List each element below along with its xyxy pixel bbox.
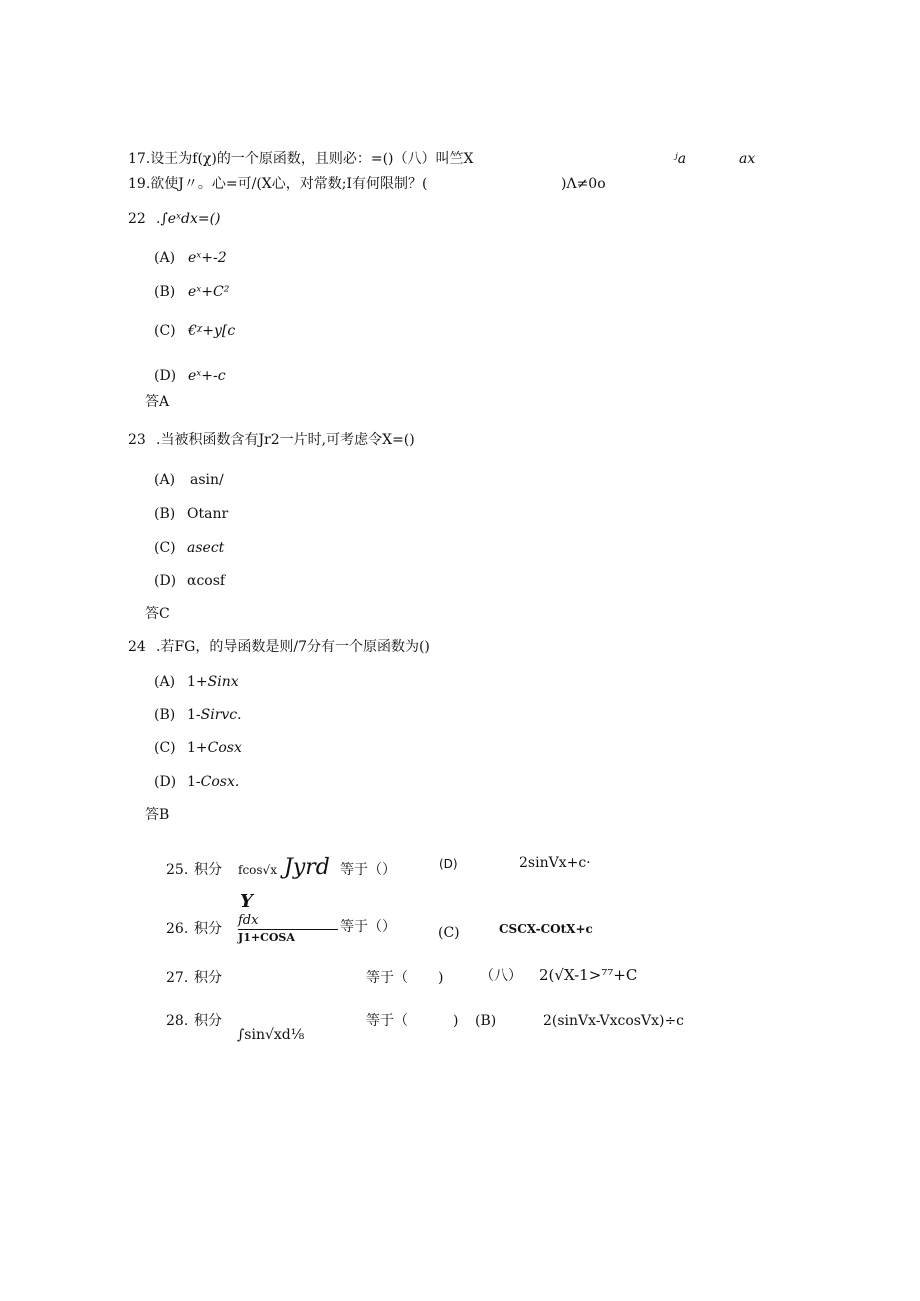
q23-stem: .当被积函数含有Jr2一片时,可考虑令X=() — [156, 432, 415, 448]
q25-equals: 等于（） — [340, 862, 396, 878]
q27-equals: 等于（ — [366, 970, 408, 986]
q27-number: 27. — [166, 970, 189, 986]
q23-option-d-text: αcosf — [187, 573, 226, 589]
q24-option-c-text: 1+Cosx — [187, 740, 242, 756]
q22-option-a-text: eˣ+-2 — [188, 250, 227, 266]
q25-answer: 2sinVx+c· — [519, 855, 591, 871]
q24-option-b-label: (B) — [154, 707, 176, 723]
q23-option-b-text: Otanr — [187, 506, 229, 522]
q23-option-c-label: (C) — [154, 540, 176, 556]
q22-number: 22 — [128, 211, 146, 227]
q22-stem: .∫eˣdx=() — [156, 211, 221, 227]
q23-option-a-label: (A) — [154, 472, 176, 488]
q23-option-c-text: asect — [187, 540, 225, 556]
q27-answer: 2(√X-1>⁷⁷+C — [539, 966, 638, 984]
q28-close-paren: ) — [453, 1013, 459, 1029]
q22-option-d-text: eˣ+-c — [188, 368, 226, 384]
q22-option-c-text: €ᵡ+y[c — [188, 323, 236, 339]
q23-option-a-text: asin∕ — [190, 472, 224, 488]
q24-option-c-label: (C) — [154, 740, 176, 756]
q26-label: 积分 — [194, 921, 222, 937]
q25-expr: fcos√x — [238, 863, 277, 877]
q26-answer: CSCX-COtX+c — [499, 922, 593, 936]
q24-option-d-text: 1-Cosx. — [187, 774, 240, 790]
q26-choice: (C) — [438, 925, 460, 941]
q19-right: )Λ≠0o — [561, 176, 606, 192]
q22-answer: 答A — [145, 394, 170, 410]
q28-answer: 2(sinVx-VxcosVx)÷c — [543, 1013, 685, 1029]
q25-number: 25. — [166, 862, 189, 878]
q23-option-b-label: (B) — [154, 506, 176, 522]
q25-label: 积分 — [194, 862, 222, 878]
q28-label: 积分 — [194, 1013, 222, 1029]
q26-denominator: J1+COSA — [238, 931, 295, 944]
q22-option-d-label: (D) — [154, 368, 177, 384]
q24-option-a-text: 1+Sinx — [187, 674, 239, 690]
q22-option-c-label: (C) — [154, 323, 176, 339]
q24-option-a-label: (A) — [154, 674, 176, 690]
q24-option-b-text: 1-Sirvc. — [187, 707, 242, 723]
q26-mark: Y — [240, 891, 253, 912]
q24-option-d-label: (D) — [154, 774, 177, 790]
q28-number: 28. — [166, 1013, 189, 1029]
q26-fraction-line — [238, 929, 338, 930]
q23-number: 23 — [128, 432, 146, 448]
q25-choice: (D) — [439, 857, 458, 871]
q23-answer: 答C — [145, 606, 170, 622]
q24-answer: 答B — [145, 807, 170, 823]
q26-number: 26. — [166, 921, 189, 937]
q22-option-b-text: eˣ+C² — [188, 284, 230, 300]
q23-option-d-label: (D) — [154, 573, 177, 589]
q17-right-ax: ax — [739, 151, 756, 167]
q27-close-paren: ) — [438, 970, 444, 986]
q22-option-b-label: (B) — [154, 284, 176, 300]
q28-expr: ∫sin√xd⅛ — [237, 1027, 305, 1043]
q24-stem: .若FG，的导函数是则/7分有一个原函数为() — [156, 639, 430, 655]
q28-equals: 等于（ — [366, 1013, 408, 1029]
q24-number: 24 — [128, 639, 146, 655]
q22-option-a-label: (A) — [154, 250, 176, 266]
q19-text: 19.欲使J〃。心=可/(X心，对常数;I有何限制？( — [128, 176, 428, 192]
q27-label: 积分 — [194, 970, 222, 986]
q17-right-a: ʲa — [674, 151, 687, 167]
q26-equals: 等于（） — [340, 919, 396, 935]
q26-numerator: fdx — [238, 913, 259, 928]
q17-text: 17.设王为f(χ)的一个原函数，且则必：=()（八）叫竺X — [128, 151, 474, 167]
q25-expr-big: Jyrd — [284, 855, 330, 880]
q28-choice: (B) — [475, 1013, 497, 1029]
q27-choice: （八） — [480, 968, 522, 984]
